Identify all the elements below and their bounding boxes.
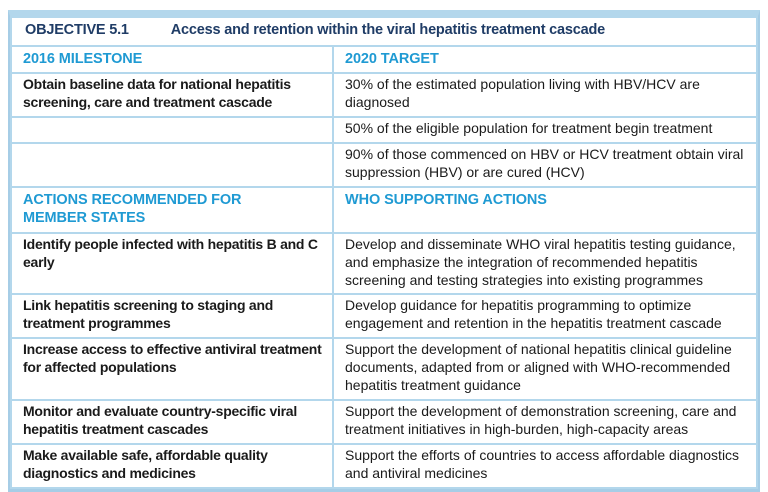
table-row (11, 400, 757, 444)
support-cell: Support the development of demonstration screening, care and treatment initiatives in high-burden, high-capacity areas (333, 400, 757, 444)
target-cell: 90% of those commenced on HBV or HCV treatment obtain viral suppression (HBV) or are cured (HCV) (333, 143, 757, 187)
action-cell: Make available safe, affordable quality diagnostics and medicines (11, 444, 333, 488)
actions-header-row (11, 187, 757, 233)
objective-header-cell (11, 17, 757, 46)
table-row (11, 117, 757, 143)
support-cell: Support the efforts of countries to access affordable diagnostics and antiviral medicines (333, 444, 757, 488)
table-row (11, 294, 757, 338)
action-cell: Identify people infected with hepatitis B and C early (11, 233, 333, 295)
objective-header-row (11, 17, 757, 46)
milestone-cell: Obtain baseline data for national hepatitis screening, care and treatment cascade (11, 73, 333, 117)
objective-title: Access and retention within the viral hepatitis treatment cascade (170, 22, 606, 38)
target-cell: 50% of the eligible population for treatment begin treatment (333, 117, 757, 143)
objective-table-frame (8, 10, 760, 492)
objective-table (10, 16, 758, 489)
action-cell: Increase access to effective antiviral treatment for affected populations (11, 338, 333, 400)
support-cell: Develop and disseminate WHO viral hepatitis testing guidance, and emphasize the integration of recommended hepatitis screening and testing strategies into existing programmes (333, 233, 757, 295)
milestone-cell (11, 143, 333, 187)
table-row (11, 338, 757, 400)
milestone-cell (11, 117, 333, 143)
table-row (11, 143, 757, 187)
table-row (11, 233, 757, 295)
actions-header-left (11, 187, 333, 233)
milestone-header-right: 2020 TARGET (333, 46, 757, 74)
action-cell: Link hepatitis screening to staging and treatment programmes (11, 294, 333, 338)
support-cell: Support the development of national hepatitis clinical guideline documents, adapted from or aligned with WHO-recommended hepatitis treatment guidance (333, 338, 757, 400)
milestone-header-row (11, 46, 757, 74)
table-row (11, 73, 757, 117)
objective-number: OBJECTIVE 5.1 (25, 22, 129, 38)
support-cell: Develop guidance for hepatitis programming to optimize engagement and retention in the hepatitis treatment cascade (333, 294, 757, 338)
actions-header-left-text: ACTIONS RECOMMENDED FOR MEMBER STATES (23, 191, 242, 227)
actions-header-right: WHO SUPPORTING ACTIONS (333, 187, 757, 233)
target-cell: 30% of the estimated population living with HBV/HCV are diagnosed (333, 73, 757, 117)
table-row (11, 444, 757, 488)
milestone-header-left: 2016 MILESTONE (11, 46, 333, 74)
action-cell: Monitor and evaluate country-specific viral hepatitis treatment cascades (11, 400, 333, 444)
